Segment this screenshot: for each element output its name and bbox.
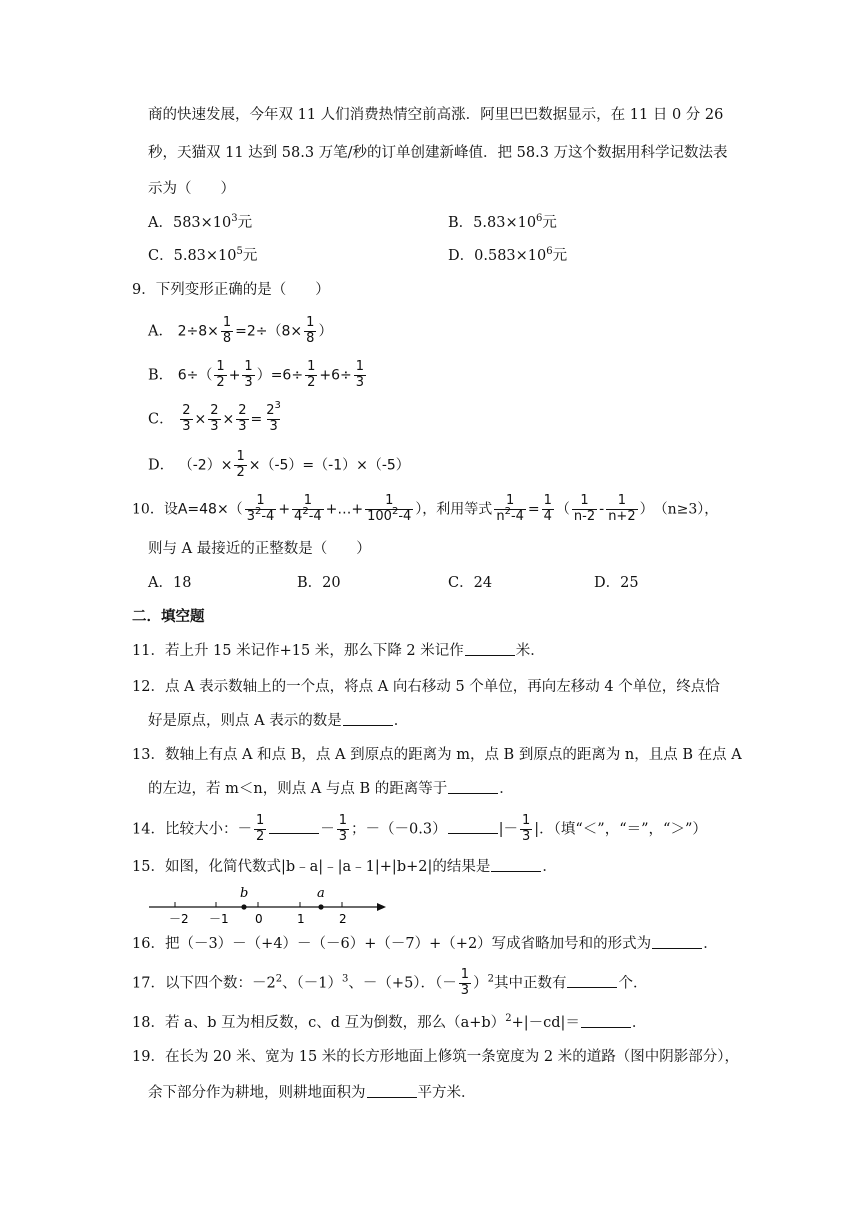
q8-line3: 示为（ ）: [148, 181, 235, 197]
tick-label: 1: [297, 912, 305, 926]
q8-option-a: A．$583\times 10^3$元: [148, 213, 253, 231]
q12-answer-blank[interactable]: [343, 724, 393, 726]
q15-answer-blank[interactable]: [491, 870, 541, 872]
point-b-label: b: [240, 886, 249, 901]
q8-line2: 秒，天猫双 11 达到 58.3 万笔/秒的订单创建新峰值．把 58.3 万这个数据用科学记数法表: [148, 145, 728, 161]
q13-line2: 的左边，若 m＜n，则点 A 与点 B 的距离等于 ．: [148, 781, 514, 797]
q17: 17．以下四个数：$-2^2$、$(-1)^3$、－（+5）．（－ $\frac{1}{3}$ ）$^2$其中正数有 个．: [132, 967, 648, 998]
q19-answer-blank[interactable]: [367, 1096, 417, 1098]
q10-line2: 则与 A 最接近的正整数是（ ）: [148, 541, 371, 557]
q11: 11．若上升 15 米记作+15 米，那么下降 2 米记作 米．: [132, 643, 545, 659]
tick-label: －1: [209, 912, 229, 926]
q8-line1: 商的快速发展，今年双 11 人们消费热情空前高涨．阿里巴巴数据显示，在 11 日 0 分 26: [148, 107, 724, 123]
number-line-figure: [145, 884, 390, 928]
q16: 16．把（－3）－（+4）－（－6）+（－7）+（+2）写成省略加号和的形式为 ．: [132, 936, 718, 952]
q16-answer-blank[interactable]: [652, 947, 702, 949]
tick-label: －2: [169, 912, 189, 926]
q8-option-c: C．$5.83\times 10^5$元: [148, 246, 258, 264]
tick-label: 2: [339, 912, 347, 926]
q10-option-c: C．24: [448, 575, 493, 591]
q10-option-b: B．20: [297, 575, 341, 591]
q10-option-a: A．18: [148, 575, 192, 591]
point-a-label: a: [317, 886, 325, 901]
q13-answer-blank[interactable]: [448, 792, 498, 794]
q8-option-d: D．$0.583\times 10^6$元: [448, 246, 568, 264]
q15: 15．如图，化简代数式|b﹣a|﹣|a﹣1|+|b+2|的结果是 ．: [132, 859, 557, 875]
q9-option-b: B． 6÷（ $\frac{1}{2}$ + $\frac{1}{3}$ ）=6÷ $\frac{1}{2}$ +6÷ $\frac{1}{3}$: [148, 359, 365, 390]
q9-stem: 9．下列变形正确的是（ ）: [132, 282, 330, 298]
q14: 14．比较大小：－ $\frac{1}{2}$ － $\frac{1}{3}$ ；－（－0.3） |－ $\frac{1}{3}$ |．（填“＜”，“＝”，“＞”）: [132, 813, 707, 844]
q17-answer-blank[interactable]: [567, 986, 617, 988]
q9-option-d: D． （-2）× $\frac{1}{2}$ ×（-5）=（-1）×（-5）: [148, 449, 410, 480]
q19-line2: 余下部分作为耕地，则耕地面积为 平方米．: [148, 1085, 476, 1101]
q13-line1: 13．数轴上有点 A 和点 B，点 A 到原点的距离为 m，点 B 到原点的距离为 n，且点 B 在点 A: [132, 747, 742, 763]
tick-label: 0: [255, 912, 263, 926]
q10-line1: 10．设A=48×（ $\frac{1}{3^2-4}$ + $\frac{1}{4^2-4}$ +…+ $\frac{1}{100^2-4}$ ），利用等式 $\frac{1}{n^2-4}$ = $\frac{1}{4}$ （ $\frac{1}{n-2}$ - $\frac{1}{n+2}$ ）（n≥3），: [132, 493, 719, 524]
q12-line1: 12．点 A 表示数轴上的一个点，将点 A 向右移动 5 个单位，再向左移动 4 个单位，终点恰: [132, 679, 720, 695]
section-heading: 二．填空题: [132, 608, 205, 625]
q12-line2: 好是原点，则点 A 表示的数是 ．: [148, 713, 409, 729]
q11-answer-blank[interactable]: [465, 654, 515, 656]
q18: 18．若 a、b 互为相反数，c、d 互为倒数，那么$(a+b)^2+|-cd|=$ ．: [132, 1013, 647, 1031]
q10-option-d: D．25: [594, 575, 639, 591]
q8-option-b: B．$5.83\times 10^6$元: [448, 213, 557, 231]
q14-answer-blank-2[interactable]: [448, 832, 498, 834]
q9-option-a: A． 2÷8× $\frac{1}{8}$ =2÷（8× $\frac{1}{8}$ ）: [148, 315, 333, 346]
q14-answer-blank-1[interactable]: [269, 832, 319, 834]
q19-line1: 19．在长为 20 米、宽为 15 米的长方形地面上修筑一条宽度为 2 米的道路（图中阴影部分），: [132, 1049, 739, 1065]
q9-option-c: C． $\frac{2}{3}$ × $\frac{2}{3}$ × $\frac{2}{3}$ = $\frac{2^3}{3}$: [148, 400, 281, 434]
q18-answer-blank[interactable]: [581, 1026, 631, 1028]
